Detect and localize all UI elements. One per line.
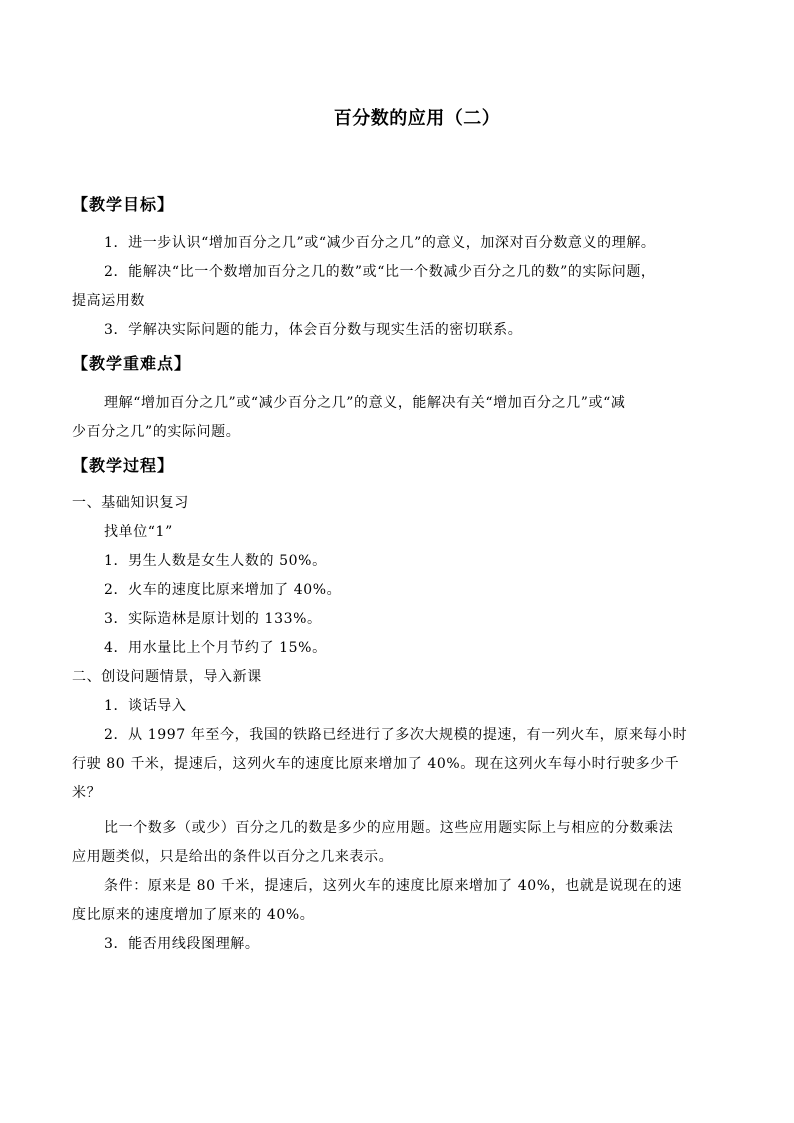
process-part2-line-2: 2．从 1997 年至今，我国的铁路已经进行了多次大规模的提速，有一列火车，原来每小时 xyxy=(104,727,688,743)
page-title: 百分数的应用（二） xyxy=(333,108,501,129)
process-part2-title: 二、创设问题情景，导入新课 xyxy=(72,669,262,685)
heading-key-points: 【教学重难点】 xyxy=(72,354,192,373)
objective-line-1: 1．进一步认识“增加百分之几”或“减少百分之几”的意义，加深对百分数意义的理解。 xyxy=(104,235,656,251)
objective-line-2: 2．能解决“比一个数增加百分之几的数”或“比一个数减少百分之几的数”的实际问题， xyxy=(104,264,656,280)
process-part1-item-3: 3．实际造林是原计划的 133%。 xyxy=(104,611,322,627)
process-part1-item-4: 4．用水量比上个月节约了 15%。 xyxy=(104,640,327,656)
process-part1-item-1: 1．男生人数是女生人数的 50%。 xyxy=(104,553,327,569)
heading-process: 【教学过程】 xyxy=(72,456,175,475)
process-part1-title: 一、基础知识复习 xyxy=(72,495,189,511)
process-part2-line-4: 米？ xyxy=(72,785,102,801)
process-part2-line-5: 比一个数多（或少）百分之几的数是多少的应用题。这些应用题实际上与相应的分数乘法 xyxy=(104,820,674,836)
process-part2-line-9: 3．能否用线段图理解。 xyxy=(104,936,260,952)
key-point-line-2: 少百分之几”的实际问题。 xyxy=(72,424,241,440)
process-part2-line-6: 应用题类似，只是给出的条件以百分之几来表示。 xyxy=(72,849,394,865)
process-part2-line-1: 1．谈话导入 xyxy=(104,698,187,714)
process-part1-intro: 找单位“1” xyxy=(104,524,173,540)
objective-line-3: 3．学解决实际问题的能力，体会百分数与现实生活的密切联系。 xyxy=(104,322,523,338)
process-part2-line-7: 条件：原来是 80 千米，提速后，这列火车的速度比原来增加了 40%，也就是说现在的速 xyxy=(104,878,683,894)
heading-objectives: 【教学目标】 xyxy=(72,195,175,214)
process-part2-line-3: 行驶 80 千米，提速后，这列火车的速度比原来增加了 40%。现在这列火车每小时行驶多少千 xyxy=(72,756,680,772)
process-part1-item-2: 2．火车的速度比原来增加了 40%。 xyxy=(104,582,342,598)
objective-line-2-cont: 提高运用数 xyxy=(72,293,145,309)
process-part2-line-8: 度比原来的速度增加了原来的 40%。 xyxy=(72,907,315,923)
key-point-line-1: 理解“增加百分之几”或“减少百分之几”的意义，能解决有关“增加百分之几”或“减 xyxy=(104,395,626,411)
